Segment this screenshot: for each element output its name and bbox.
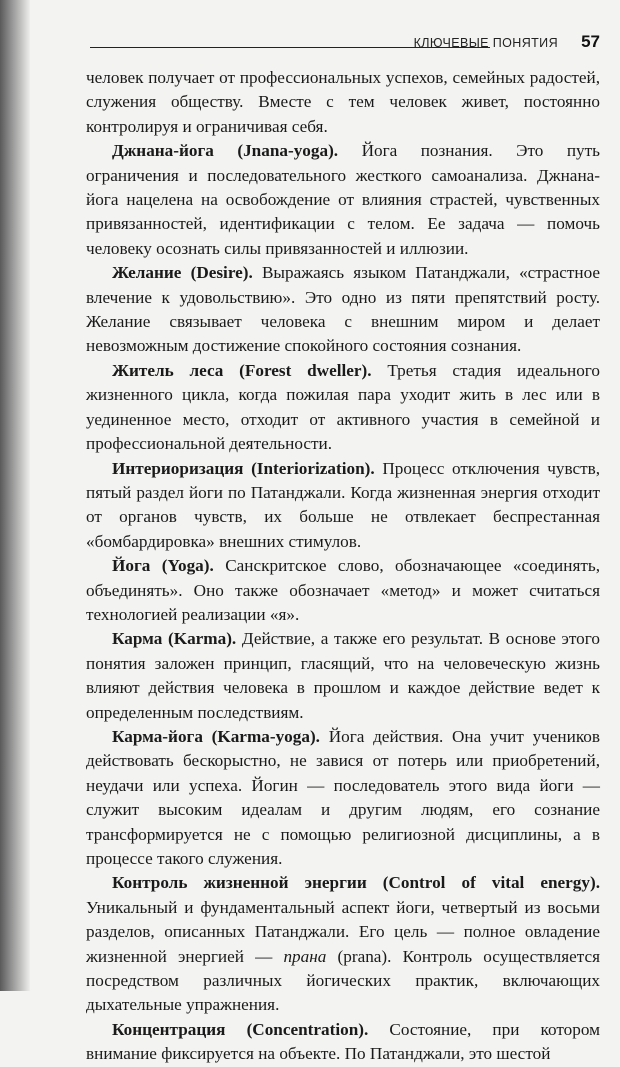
- glossary-term: Контроль жизненной энергии (Control of vital energy).: [112, 873, 600, 893]
- glossary-entry-karma: [86, 627, 600, 725]
- glossary-term: Карма-йога (Karma-yoga).: [112, 726, 320, 746]
- glossary-definition: Процесс отключения чувств, пятый раздел йоги по Патанджали. Когда жизненная энергия отходит от органов чувств, их больше не отвлекает беспрестанная «бомбардировка» внешних стимулов.: [86, 458, 601, 551]
- glossary-entry-desire: [86, 261, 600, 359]
- glossary-entry-forest-dweller: [86, 359, 600, 457]
- glossary-italic-term: прана: [283, 946, 327, 966]
- glossary-definition: Йога действия. Она учит учеников действовать бескорыстно, не завися от потерь или приобретений, неудачи или успеха. Йогин — последователь этого вида йоги — служит высоким идеалам и другим людям, его сознание трансформируется не с помощью религиозной дисциплины, а в процессе такого служения.: [86, 726, 601, 868]
- glossary-term: Житель леса (Forest dweller).: [112, 360, 372, 380]
- glossary-entry-vital-energy-control: [86, 871, 600, 1017]
- glossary-term: Карма (Karma).: [112, 629, 237, 649]
- paragraph-continuation: [86, 66, 600, 139]
- glossary-definition: Выражаясь языком Патанджали, «страстное влечение к удовольствию». Это одно из пяти препятствий росту. Желание связывает человека с внешним миром и делает невозможным достижение спокойного состояния сознания.: [86, 263, 600, 356]
- glossary-entry-karma-yoga: [86, 725, 600, 871]
- glossary-definition: Третья стадия идеального жизненного цикла, когда пожилая пара уходит жить в лес или в уединенное место, отходит от активного участия в семейной и профессиональной деятельности.: [86, 360, 601, 454]
- glossary-term: Желание (Desire).: [112, 263, 253, 283]
- glossary-definition: Состояние, при котором внимание фиксируется на объекте. По Патанджали, это шестой: [86, 1019, 601, 1064]
- glossary-term: Интериоризация (Interiorization).: [112, 458, 375, 478]
- page-body: [86, 66, 600, 1067]
- paragraph-text: человек получает от профессиональных успехов, семейных радостей, служения обществу. Вместе с тем человек живет, постоянно контролируя и ограничивая себя.: [86, 68, 600, 136]
- book-spine-shadow: [0, 0, 30, 991]
- glossary-definition-tail: (prana). Контроль осуществляется посредством различных йогических практик, включающих дыхательные упражнения.: [86, 946, 600, 1015]
- glossary-entry-yoga: [86, 554, 600, 627]
- section-title: КЛЮЧЕВЫЕ ПОНЯТИЯ: [413, 36, 558, 50]
- glossary-definition: Уникальный и фундаментальный аспект йоги, четвертый из восьми разделов, описанных Патанджали. Его цель — полное овладение жизненной энергией —: [86, 897, 600, 966]
- page-number: 57: [581, 32, 600, 51]
- glossary-definition: Действие, а также его результат. В основе этого понятия заложен принцип, гласящий, что на человеческую жизнь влияют действия человека в прошлом и каждое действие ведет к определенным последствиям.: [86, 629, 600, 722]
- glossary-entry-jnana-yoga: [86, 139, 600, 261]
- glossary-term: Джнана-йога (Jnana-yoga).: [112, 141, 339, 161]
- glossary-term: Йога (Yoga).: [112, 556, 214, 576]
- glossary-definition: Санскритское слово, обозначающее «соединять, объединять». Оно также обозначает «метод» и может считаться технологией реализации «я».: [86, 556, 600, 624]
- running-header: [90, 32, 602, 56]
- glossary-definition: Йога познания. Это путь ограничения и последовательного жесткого самоанализа. Джнана-йога нацелена на освобождение от влияния страстей, чувственных привязанностей, идентификации с телом. Ее задача — помочь человеку осознать силы привязанностей и иллюзии.: [86, 141, 601, 258]
- glossary-term: Концентрация (Concentration).: [112, 1019, 369, 1039]
- glossary-entry-interiorization: [86, 457, 600, 555]
- glossary-entry-concentration: [86, 1018, 600, 1067]
